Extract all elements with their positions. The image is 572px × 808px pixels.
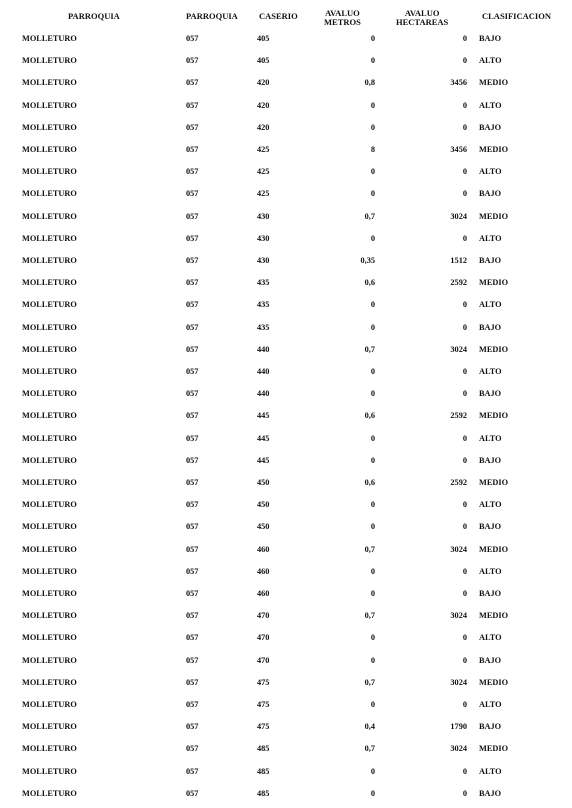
cell-clasificacion: BAJO bbox=[479, 522, 502, 531]
cell-avaluo-hectareas: 0 bbox=[462, 434, 467, 443]
cell-caserio: 450 bbox=[257, 500, 270, 509]
cell-parroquia: MOLLETURO bbox=[22, 123, 77, 132]
table-row bbox=[0, 519, 572, 535]
table-row bbox=[0, 209, 572, 225]
header-avaluo-hectareas: AVALUO HECTAREAS bbox=[396, 8, 449, 27]
cell-parroquia-code: 057 bbox=[186, 101, 199, 110]
cell-parroquia-code: 057 bbox=[186, 167, 199, 176]
cell-clasificacion: MEDIO bbox=[479, 478, 509, 487]
cell-caserio: 420 bbox=[257, 78, 270, 87]
header-avaluo-metros: AVALUO METROS bbox=[324, 8, 361, 27]
cell-avaluo-hectareas: 0 bbox=[462, 700, 467, 709]
cell-avaluo-metros: 0 bbox=[370, 389, 375, 398]
cell-parroquia-code: 057 bbox=[186, 212, 199, 221]
cell-parroquia: MOLLETURO bbox=[22, 56, 77, 65]
cell-parroquia: MOLLETURO bbox=[22, 234, 77, 243]
cell-parroquia-code: 057 bbox=[186, 367, 199, 376]
cell-parroquia-code: 057 bbox=[186, 434, 199, 443]
cell-avaluo-metros: 0 bbox=[370, 767, 375, 776]
cell-avaluo-metros: 0 bbox=[370, 34, 375, 43]
cell-clasificacion: BAJO bbox=[479, 789, 502, 798]
cell-avaluo-metros: 0 bbox=[370, 456, 375, 465]
cell-parroquia: MOLLETURO bbox=[22, 101, 77, 110]
cell-caserio: 485 bbox=[257, 744, 270, 753]
cell-parroquia: MOLLETURO bbox=[22, 434, 77, 443]
cell-avaluo-metros: 0,7 bbox=[364, 611, 375, 620]
cell-avaluo-hectareas: 2592 bbox=[450, 411, 467, 420]
cell-avaluo-hectareas: 3456 bbox=[450, 78, 467, 87]
cell-avaluo-metros: 0 bbox=[370, 633, 375, 642]
cell-caserio: 445 bbox=[257, 411, 270, 420]
cell-avaluo-metros: 0,6 bbox=[364, 278, 375, 287]
table-row bbox=[0, 120, 572, 136]
cell-caserio: 475 bbox=[257, 700, 270, 709]
cell-parroquia-code: 057 bbox=[186, 545, 199, 554]
header-parroquia: PARROQUIA bbox=[68, 11, 120, 21]
cell-clasificacion: ALTO bbox=[479, 101, 502, 110]
cell-clasificacion: BAJO bbox=[479, 34, 502, 43]
cell-avaluo-hectareas: 3024 bbox=[450, 678, 467, 687]
cell-parroquia: MOLLETURO bbox=[22, 389, 77, 398]
cell-parroquia-code: 057 bbox=[186, 789, 199, 798]
cell-parroquia-code: 057 bbox=[186, 189, 199, 198]
cell-caserio: 435 bbox=[257, 278, 270, 287]
cell-parroquia: MOLLETURO bbox=[22, 189, 77, 198]
cell-parroquia-code: 057 bbox=[186, 767, 199, 776]
cell-parroquia-code: 057 bbox=[186, 722, 199, 731]
header-caserio: CASERIO bbox=[259, 11, 298, 21]
cell-caserio: 425 bbox=[257, 189, 270, 198]
table-row bbox=[0, 142, 572, 158]
cell-caserio: 435 bbox=[257, 300, 270, 309]
cell-parroquia: MOLLETURO bbox=[22, 411, 77, 420]
cell-avaluo-metros: 0 bbox=[370, 500, 375, 509]
cell-avaluo-hectareas: 0 bbox=[462, 456, 467, 465]
table-row bbox=[0, 275, 572, 291]
cell-avaluo-hectareas: 0 bbox=[462, 567, 467, 576]
cell-caserio: 440 bbox=[257, 345, 270, 354]
cell-avaluo-metros: 0,6 bbox=[364, 411, 375, 420]
cell-avaluo-metros: 0,7 bbox=[364, 212, 375, 221]
cell-avaluo-metros: 0 bbox=[370, 101, 375, 110]
cell-parroquia-code: 057 bbox=[186, 633, 199, 642]
table-row bbox=[0, 231, 572, 247]
cell-avaluo-hectareas: 3024 bbox=[450, 611, 467, 620]
cell-parroquia: MOLLETURO bbox=[22, 34, 77, 43]
cell-parroquia: MOLLETURO bbox=[22, 345, 77, 354]
cell-avaluo-metros: 0,8 bbox=[364, 78, 375, 87]
cell-clasificacion: MEDIO bbox=[479, 545, 509, 554]
cell-parroquia: MOLLETURO bbox=[22, 722, 77, 731]
cell-avaluo-hectareas: 3024 bbox=[450, 345, 467, 354]
cell-avaluo-metros: 0,7 bbox=[364, 345, 375, 354]
cell-avaluo-metros: 0,7 bbox=[364, 545, 375, 554]
table-row bbox=[0, 741, 572, 757]
table-row bbox=[0, 497, 572, 513]
cell-parroquia-code: 057 bbox=[186, 389, 199, 398]
cell-parroquia-code: 057 bbox=[186, 456, 199, 465]
cell-parroquia: MOLLETURO bbox=[22, 678, 77, 687]
cell-clasificacion: MEDIO bbox=[479, 611, 509, 620]
cell-caserio: 460 bbox=[257, 545, 270, 554]
table-row bbox=[0, 342, 572, 358]
cell-caserio: 405 bbox=[257, 34, 270, 43]
table-row bbox=[0, 719, 572, 735]
cell-caserio: 435 bbox=[257, 323, 270, 332]
cell-parroquia-code: 057 bbox=[186, 123, 199, 132]
cell-avaluo-hectareas: 0 bbox=[462, 167, 467, 176]
cell-caserio: 450 bbox=[257, 522, 270, 531]
table-row bbox=[0, 542, 572, 558]
cell-parroquia: MOLLETURO bbox=[22, 300, 77, 309]
cell-caserio: 445 bbox=[257, 434, 270, 443]
cell-avaluo-metros: 0 bbox=[370, 522, 375, 531]
table-row bbox=[0, 453, 572, 469]
cell-avaluo-hectareas: 0 bbox=[462, 633, 467, 642]
cell-caserio: 425 bbox=[257, 167, 270, 176]
cell-avaluo-metros: 0 bbox=[370, 56, 375, 65]
cell-avaluo-hectareas: 0 bbox=[462, 500, 467, 509]
cell-parroquia-code: 057 bbox=[186, 323, 199, 332]
table-row bbox=[0, 31, 572, 47]
cell-clasificacion: BAJO bbox=[479, 656, 502, 665]
cell-clasificacion: BAJO bbox=[479, 389, 502, 398]
cell-avaluo-hectareas: 0 bbox=[462, 56, 467, 65]
cell-clasificacion: BAJO bbox=[479, 123, 502, 132]
cell-parroquia: MOLLETURO bbox=[22, 367, 77, 376]
cell-clasificacion: ALTO bbox=[479, 767, 502, 776]
cell-parroquia: MOLLETURO bbox=[22, 256, 77, 265]
cell-avaluo-metros: 0,4 bbox=[364, 722, 375, 731]
cell-avaluo-hectareas: 0 bbox=[462, 300, 467, 309]
cell-avaluo-hectareas: 0 bbox=[462, 367, 467, 376]
cell-caserio: 440 bbox=[257, 367, 270, 376]
cell-clasificacion: ALTO bbox=[479, 167, 502, 176]
cell-parroquia: MOLLETURO bbox=[22, 500, 77, 509]
cell-parroquia-code: 057 bbox=[186, 56, 199, 65]
cell-parroquia: MOLLETURO bbox=[22, 656, 77, 665]
cell-parroquia-code: 057 bbox=[186, 567, 199, 576]
cell-clasificacion: ALTO bbox=[479, 367, 502, 376]
cell-clasificacion: ALTO bbox=[479, 434, 502, 443]
cell-parroquia: MOLLETURO bbox=[22, 567, 77, 576]
cell-avaluo-metros: 0 bbox=[370, 167, 375, 176]
cell-avaluo-metros: 0 bbox=[370, 789, 375, 798]
cell-parroquia-code: 057 bbox=[186, 300, 199, 309]
cell-clasificacion: MEDIO bbox=[479, 744, 509, 753]
cell-avaluo-metros: 0 bbox=[370, 700, 375, 709]
cell-clasificacion: ALTO bbox=[479, 567, 502, 576]
cell-avaluo-hectareas: 0 bbox=[462, 34, 467, 43]
cell-parroquia: MOLLETURO bbox=[22, 522, 77, 531]
cell-parroquia-code: 057 bbox=[186, 145, 199, 154]
cell-caserio: 430 bbox=[257, 234, 270, 243]
cell-parroquia-code: 057 bbox=[186, 345, 199, 354]
cell-parroquia: MOLLETURO bbox=[22, 167, 77, 176]
cell-parroquia: MOLLETURO bbox=[22, 589, 77, 598]
cell-avaluo-hectareas: 0 bbox=[462, 189, 467, 198]
cell-clasificacion: ALTO bbox=[479, 633, 502, 642]
cell-parroquia-code: 057 bbox=[186, 522, 199, 531]
cell-caserio: 470 bbox=[257, 633, 270, 642]
cell-clasificacion: MEDIO bbox=[479, 678, 509, 687]
cell-parroquia: MOLLETURO bbox=[22, 744, 77, 753]
cell-avaluo-hectareas: 0 bbox=[462, 323, 467, 332]
cell-avaluo-hectareas: 1512 bbox=[450, 256, 467, 265]
cell-caserio: 470 bbox=[257, 611, 270, 620]
cell-avaluo-metros: 0,7 bbox=[364, 678, 375, 687]
table-row bbox=[0, 53, 572, 69]
cell-avaluo-hectareas: 0 bbox=[462, 767, 467, 776]
header-parroquia-code: PARROQUIA bbox=[186, 11, 238, 21]
table-row bbox=[0, 630, 572, 646]
table-row bbox=[0, 320, 572, 336]
cell-avaluo-hectareas: 2592 bbox=[450, 478, 467, 487]
cell-parroquia: MOLLETURO bbox=[22, 789, 77, 798]
cell-parroquia-code: 057 bbox=[186, 589, 199, 598]
cell-avaluo-metros: 0 bbox=[370, 123, 375, 132]
cell-caserio: 460 bbox=[257, 567, 270, 576]
cell-caserio: 425 bbox=[257, 145, 270, 154]
table-row bbox=[0, 386, 572, 402]
cell-clasificacion: MEDIO bbox=[479, 278, 509, 287]
cell-parroquia-code: 057 bbox=[186, 656, 199, 665]
cell-parroquia-code: 057 bbox=[186, 678, 199, 687]
cell-avaluo-metros: 0 bbox=[370, 367, 375, 376]
table-row bbox=[0, 564, 572, 580]
cell-clasificacion: ALTO bbox=[479, 234, 502, 243]
cell-parroquia: MOLLETURO bbox=[22, 278, 77, 287]
cell-parroquia-code: 057 bbox=[186, 500, 199, 509]
cell-avaluo-hectareas: 0 bbox=[462, 789, 467, 798]
cell-caserio: 445 bbox=[257, 456, 270, 465]
table-row bbox=[0, 297, 572, 313]
cell-clasificacion: MEDIO bbox=[479, 345, 509, 354]
cell-avaluo-hectareas: 0 bbox=[462, 656, 467, 665]
cell-caserio: 475 bbox=[257, 722, 270, 731]
cell-clasificacion: BAJO bbox=[479, 722, 502, 731]
cell-parroquia-code: 057 bbox=[186, 278, 199, 287]
cell-avaluo-metros: 0 bbox=[370, 656, 375, 665]
cell-clasificacion: ALTO bbox=[479, 700, 502, 709]
cell-parroquia: MOLLETURO bbox=[22, 545, 77, 554]
cell-clasificacion: BAJO bbox=[479, 256, 502, 265]
cell-caserio: 440 bbox=[257, 389, 270, 398]
table-row bbox=[0, 764, 572, 780]
cell-clasificacion: MEDIO bbox=[479, 78, 509, 87]
cell-clasificacion: BAJO bbox=[479, 189, 502, 198]
cell-avaluo-hectareas: 3024 bbox=[450, 744, 467, 753]
cell-parroquia-code: 057 bbox=[186, 411, 199, 420]
table-row bbox=[0, 608, 572, 624]
cell-avaluo-metros: 0 bbox=[370, 189, 375, 198]
cell-parroquia-code: 057 bbox=[186, 234, 199, 243]
table-row bbox=[0, 164, 572, 180]
cell-caserio: 475 bbox=[257, 678, 270, 687]
cell-avaluo-hectareas: 3024 bbox=[450, 212, 467, 221]
table-row bbox=[0, 253, 572, 269]
cell-caserio: 420 bbox=[257, 101, 270, 110]
table-row bbox=[0, 653, 572, 669]
cell-caserio: 460 bbox=[257, 589, 270, 598]
cell-avaluo-metros: 0 bbox=[370, 567, 375, 576]
cell-parroquia: MOLLETURO bbox=[22, 145, 77, 154]
cell-parroquia: MOLLETURO bbox=[22, 212, 77, 221]
cell-clasificacion: BAJO bbox=[479, 589, 502, 598]
table-row bbox=[0, 364, 572, 380]
cell-avaluo-hectareas: 3456 bbox=[450, 145, 467, 154]
cell-caserio: 430 bbox=[257, 212, 270, 221]
cell-avaluo-metros: 0 bbox=[370, 434, 375, 443]
cell-clasificacion: ALTO bbox=[479, 56, 502, 65]
cell-caserio: 430 bbox=[257, 256, 270, 265]
cell-parroquia: MOLLETURO bbox=[22, 611, 77, 620]
cell-caserio: 485 bbox=[257, 789, 270, 798]
cell-avaluo-metros: 0,7 bbox=[364, 744, 375, 753]
cell-clasificacion: BAJO bbox=[479, 456, 502, 465]
cell-caserio: 470 bbox=[257, 656, 270, 665]
cell-avaluo-metros: 0 bbox=[370, 300, 375, 309]
cell-avaluo-metros: 0,6 bbox=[364, 478, 375, 487]
cell-avaluo-hectareas: 2592 bbox=[450, 278, 467, 287]
cell-clasificacion: MEDIO bbox=[479, 145, 509, 154]
table-row bbox=[0, 98, 572, 114]
cell-avaluo-metros: 8 bbox=[370, 145, 375, 154]
cell-caserio: 450 bbox=[257, 478, 270, 487]
cell-avaluo-metros: 0 bbox=[370, 589, 375, 598]
cell-clasificacion: MEDIO bbox=[479, 212, 509, 221]
table-row bbox=[0, 186, 572, 202]
table-row bbox=[0, 475, 572, 491]
cell-avaluo-metros: 0 bbox=[370, 234, 375, 243]
table-row bbox=[0, 586, 572, 602]
cell-avaluo-metros: 0,35 bbox=[360, 256, 375, 265]
table-row bbox=[0, 675, 572, 691]
cell-avaluo-hectareas: 0 bbox=[462, 101, 467, 110]
table-row bbox=[0, 408, 572, 424]
cell-parroquia-code: 057 bbox=[186, 700, 199, 709]
cell-parroquia: MOLLETURO bbox=[22, 323, 77, 332]
cell-parroquia: MOLLETURO bbox=[22, 700, 77, 709]
cell-avaluo-hectareas: 0 bbox=[462, 234, 467, 243]
table-row bbox=[0, 75, 572, 91]
cell-parroquia-code: 057 bbox=[186, 478, 199, 487]
table-row bbox=[0, 431, 572, 447]
cell-caserio: 420 bbox=[257, 123, 270, 132]
cell-clasificacion: BAJO bbox=[479, 323, 502, 332]
cell-caserio: 485 bbox=[257, 767, 270, 776]
cell-parroquia-code: 057 bbox=[186, 34, 199, 43]
header-clasificacion: CLASIFICACION bbox=[482, 11, 551, 21]
table-row bbox=[0, 786, 572, 802]
cell-parroquia-code: 057 bbox=[186, 78, 199, 87]
cell-caserio: 405 bbox=[257, 56, 270, 65]
cell-parroquia-code: 057 bbox=[186, 256, 199, 265]
cell-avaluo-hectareas: 1790 bbox=[450, 722, 467, 731]
cell-parroquia: MOLLETURO bbox=[22, 767, 77, 776]
cell-avaluo-hectareas: 0 bbox=[462, 123, 467, 132]
table-row bbox=[0, 697, 572, 713]
cell-parroquia-code: 057 bbox=[186, 611, 199, 620]
cell-avaluo-hectareas: 0 bbox=[462, 589, 467, 598]
cell-clasificacion: ALTO bbox=[479, 300, 502, 309]
cell-parroquia: MOLLETURO bbox=[22, 633, 77, 642]
cell-avaluo-hectareas: 0 bbox=[462, 389, 467, 398]
cell-avaluo-hectareas: 3024 bbox=[450, 545, 467, 554]
cell-avaluo-hectareas: 0 bbox=[462, 522, 467, 531]
cell-parroquia: MOLLETURO bbox=[22, 456, 77, 465]
cell-parroquia: MOLLETURO bbox=[22, 478, 77, 487]
cell-parroquia-code: 057 bbox=[186, 744, 199, 753]
cell-parroquia: MOLLETURO bbox=[22, 78, 77, 87]
cell-clasificacion: ALTO bbox=[479, 500, 502, 509]
cell-clasificacion: MEDIO bbox=[479, 411, 509, 420]
cell-avaluo-metros: 0 bbox=[370, 323, 375, 332]
